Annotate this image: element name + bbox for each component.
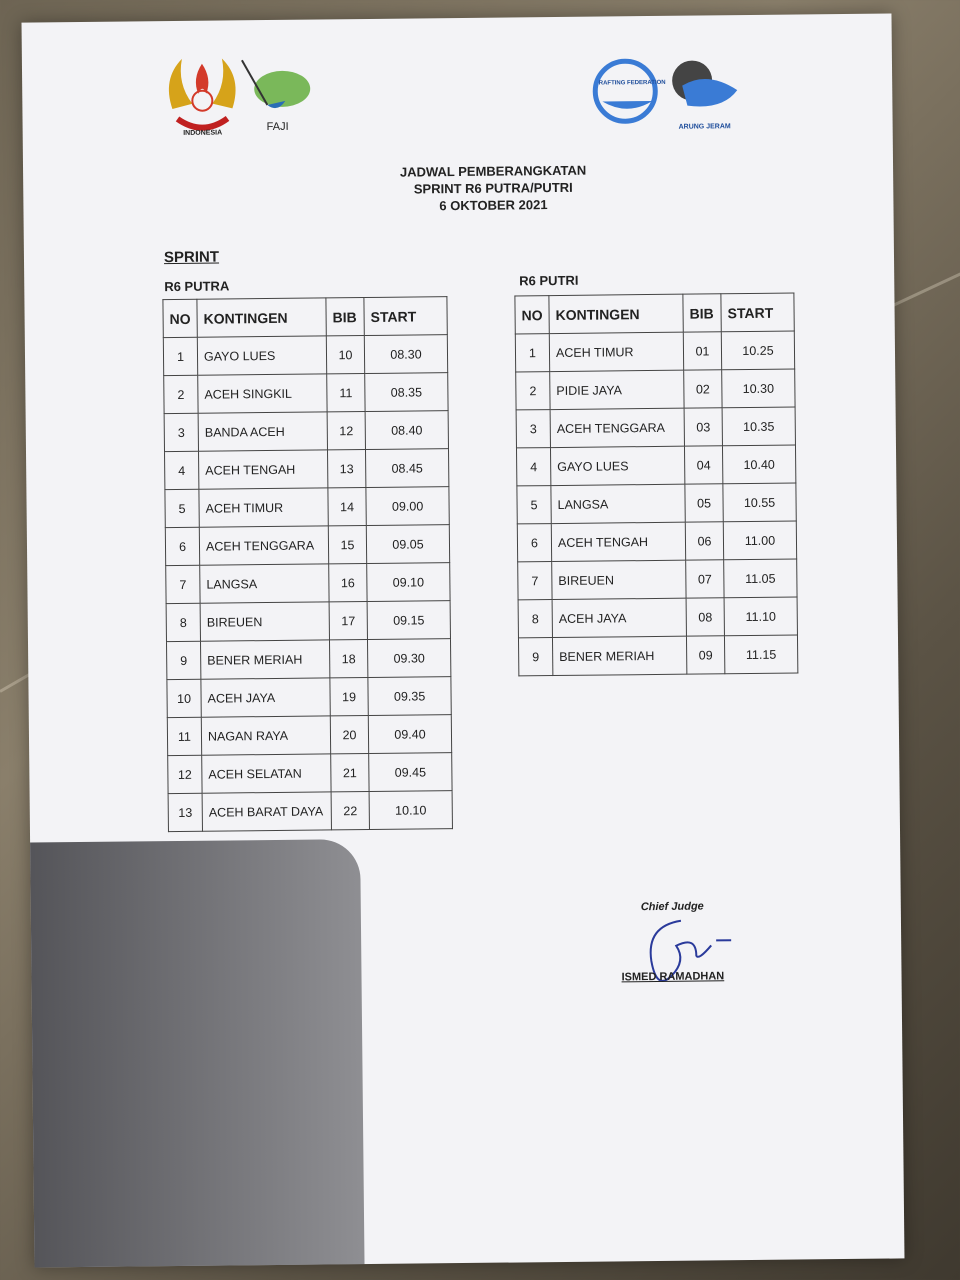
cell-kontingen: ACEH TENGGARA [199,526,328,565]
faji-logo [237,55,313,136]
svg-text:FAJI: FAJI [266,120,289,134]
document-page [22,13,905,1267]
cell-bib: 13 [327,450,365,488]
cell-start: 09.40 [368,715,451,754]
cell-no: 13 [168,793,202,831]
cell-bib: 07 [686,560,724,598]
table-row [168,753,452,794]
cell-start: 08.45 [365,449,448,488]
table-row [167,715,451,756]
cell-start: 09.05 [366,525,449,564]
table-row [518,635,797,676]
cell-no: 1 [163,337,197,375]
cell-bib: 18 [329,640,367,678]
cell-start: 09.35 [368,677,451,716]
table-row [516,407,795,448]
cell-kontingen: BIREUEN [552,560,686,599]
svg-text:RAFTING FEDERATION: RAFTING FEDERATION [598,79,666,87]
cell-bib: 08 [686,598,724,636]
pra-pora-arung-jeram-logo [662,50,748,136]
cell-start: 10.40 [722,445,795,484]
cell-bib: 10 [326,336,364,374]
header-no: NO [515,296,549,334]
cell-no: 9 [518,638,552,676]
svg-text:INDONESIA: INDONESIA [183,129,223,137]
cell-start: 10.30 [722,369,795,408]
putri-header-row [515,293,794,334]
cell-start: 09.10 [367,563,450,602]
cell-start: 08.35 [365,373,448,412]
cell-kontingen: ACEH JAYA [201,678,330,717]
header-kontingen: KONTINGEN [197,298,326,337]
cell-kontingen: LANGSA [551,484,685,523]
cell-start: 10.10 [369,791,452,830]
header-start: START [721,293,794,332]
table-row [518,559,797,600]
cell-no: 6 [517,524,551,562]
cell-no: 4 [516,448,550,486]
cell-no: 2 [516,372,550,410]
cell-bib: 20 [330,715,368,753]
cell-start: 11.05 [724,559,797,598]
cell-kontingen: ACEH SELATAN [202,754,331,793]
rafting-federation-logo [587,56,668,127]
cell-kontingen: NAGAN RAYA [201,716,330,755]
cell-start: 10.35 [722,407,795,446]
cell-start: 11.15 [724,635,797,674]
cell-no: 2 [164,375,198,413]
cell-kontingen: BENER MERIAH [552,636,686,675]
cell-no: 8 [518,600,552,638]
cell-kontingen: ACEH TIMUR [549,332,683,371]
table-row [516,369,795,410]
putri-table [514,293,798,677]
chief-judge-label: Chief Judge [640,900,704,914]
chief-judge-name: ISMED RAMADHAN [621,970,725,984]
cell-kontingen: PIDIE JAYA [550,370,684,409]
heading-date: 6 OKTOBER 2021 [439,197,548,214]
cell-start: 09.30 [367,639,450,678]
cell-bib: 04 [684,446,722,484]
cell-kontingen: ACEH JAYA [552,598,686,637]
table-row [517,521,796,562]
table-row [517,483,796,524]
header-start: START [364,297,447,336]
table-row [165,449,449,490]
cell-bib: 12 [327,412,365,450]
table-row [167,677,451,718]
cell-start: 10.25 [721,331,794,370]
document-heading [323,161,664,216]
cell-no: 5 [517,486,551,524]
table-row [516,445,795,486]
svg-text:ARUNG JERAM: ARUNG JERAM [678,123,731,131]
cell-bib: 09 [686,636,724,674]
cell-kontingen: BIREUEN [200,602,329,641]
header-no: NO [163,299,197,337]
cell-no: 7 [166,565,200,603]
table-row [166,563,450,604]
cell-bib: 02 [684,370,722,408]
cell-start: 10.55 [723,483,796,522]
cell-bib: 17 [329,602,367,640]
cell-bib: 01 [683,332,721,370]
cell-start: 08.40 [365,411,448,450]
cell-no: 1 [515,334,549,372]
cell-bib: 03 [684,408,722,446]
cell-kontingen: LANGSA [200,564,329,603]
cell-kontingen: ACEH TENGAH [199,450,328,489]
header-bib: BIB [683,294,721,332]
heading-title: JADWAL PEMBERANGKATAN [399,162,587,180]
cell-kontingen: ACEH TENGGARA [550,408,684,447]
cell-kontingen: GAYO LUES [550,446,684,485]
table-row [164,373,448,414]
cell-kontingen: ACEH TIMUR [199,488,328,527]
cell-no: 10 [167,679,201,717]
table-row [165,487,449,528]
table-row [164,411,448,452]
cell-start: 09.45 [369,753,452,792]
cell-no: 7 [518,562,552,600]
cell-bib: 21 [331,753,369,791]
cell-bib: 05 [685,484,723,522]
cell-start: 09.00 [366,487,449,526]
cell-kontingen: BANDA ACEH [198,412,327,451]
cell-start: 11.10 [724,597,797,636]
putri-caption: R6 PUTRI [519,272,579,289]
cell-kontingen: GAYO LUES [197,336,326,375]
cell-bib: 16 [329,564,367,602]
cell-no: 4 [165,451,199,489]
table-row [166,601,450,642]
cell-kontingen: ACEH SINGKIL [198,374,327,413]
cell-kontingen: ACEH TENGAH [551,522,685,561]
cell-start: 08.30 [364,335,447,374]
signature-scribble [626,905,787,1017]
heading-subtitle: SPRINT R6 PUTRA/PUTRI [413,179,573,197]
cell-bib: 14 [328,488,366,526]
cell-no: 12 [168,755,202,793]
cell-kontingen: BENER MERIAH [200,640,329,679]
cell-start: 09.15 [367,601,450,640]
cell-start: 11.00 [723,521,796,560]
koni-indonesia-logo [162,48,243,139]
table-row [163,335,447,376]
section-title: SPRINT [163,248,220,267]
table-row [168,791,452,832]
header-kontingen: KONTINGEN [549,294,683,333]
cell-no: 9 [166,641,200,679]
cell-bib: 19 [330,677,368,715]
cell-kontingen: ACEH BARAT DAYA [202,792,331,831]
cell-no: 5 [165,489,199,527]
table-row [518,597,797,638]
cell-bib: 15 [328,526,366,564]
putra-caption: R6 PUTRA [164,278,230,295]
putra-header-row [163,297,447,338]
putra-table [162,296,453,832]
photo-shadow [30,839,364,1267]
header-bib: BIB [326,298,364,336]
cell-no: 3 [516,410,550,448]
table-row [515,331,794,372]
cell-no: 8 [166,603,200,641]
cell-bib: 22 [331,791,369,829]
cell-no: 6 [165,527,199,565]
cell-bib: 11 [327,374,365,412]
cell-no: 11 [167,717,201,755]
cell-no: 3 [164,413,198,451]
table-row [166,639,450,680]
table-row [165,525,449,566]
cell-bib: 06 [685,522,723,560]
